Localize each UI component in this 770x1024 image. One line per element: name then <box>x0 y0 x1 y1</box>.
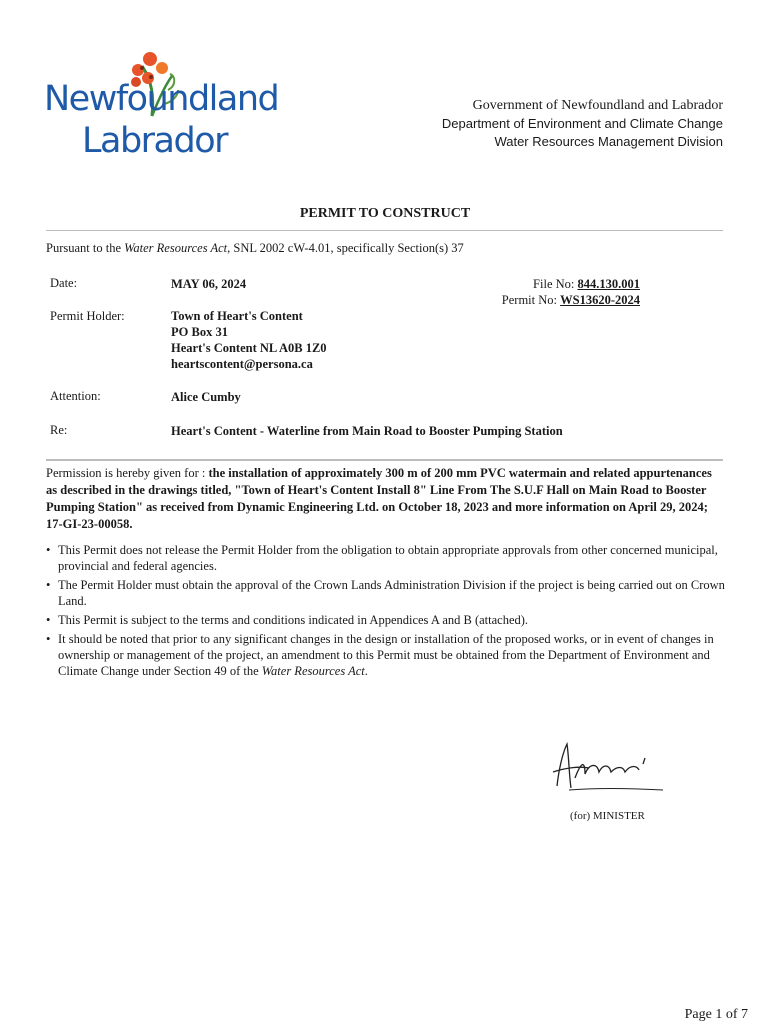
title-divider <box>46 230 723 231</box>
file-number: File No: 844.130.001 <box>533 277 640 291</box>
permit-holder-label: Permit Holder: <box>50 309 125 323</box>
date-label: Date: <box>50 276 78 290</box>
permit-number: Permit No: WS13620-2024 <box>501 293 640 307</box>
page-number: Page 1 of 7 <box>684 1007 748 1022</box>
document-title: PERMIT TO CONSTRUCT <box>299 206 471 221</box>
government-name: Government of Newfoundland and Labrador <box>472 98 723 113</box>
re-value: Heart's Content - Waterline from Main Road to Booster Pumping Station <box>171 424 563 438</box>
logo-wordmark-labrador: Labrador <box>82 121 228 161</box>
permit-holder-address: Town of Heart's Content PO Box 31 Heart's Content NL A0B 1Z0 heartscontent@persona.ca <box>171 309 327 371</box>
signature-caption: (for) MINISTER <box>570 810 645 822</box>
attention-label: Attention: <box>50 389 101 403</box>
re-label: Re: <box>50 423 68 437</box>
logo-wordmark-newfoundland: Newfoundland <box>44 79 279 119</box>
attention-value: Alice Cumby <box>171 390 241 404</box>
list-item: • This Permit does not release the Permit Holder from the obligation to obtain appropriate approvals from other concerned municipal, provincial and federal agencies. <box>46 543 718 573</box>
permission-statement: Permission is hereby given for : the installation of approximately 300 m of 200 mm PVC watermain and related appurtenances as described in the drawings titled, "Town of Heart's Content Install 8" Line From The S.U.F Hall on Main Road to Booster Pumping Station" as received from Dynamic Engineering Ltd. on October 18, 2023 and more information on April 29, 2024; 17-GI-23-00058. <box>46 466 712 531</box>
list-item: • It should be noted that prior to any significant changes in the design or installation of the proposed works, or in event of changes in ownership or management of the project, an amendment to this Permit must be obtained from the Department of Environment and Climate Change under Section 49 of the Water Resources Act. <box>46 632 714 678</box>
minister-signature-icon <box>545 738 675 800</box>
list-item: • The Permit Holder must obtain the approval of the Crown Lands Administration Division if the project is being carried out on Crown Land. <box>46 578 725 608</box>
pursuant-statement: Pursuant to the Water Resources Act, SNL 2002 cW-4.01, specifically Section(s) 37 <box>46 241 464 255</box>
department-name: Department of Environment and Climate Change <box>441 116 723 131</box>
date-value: MAY 06, 2024 <box>171 277 247 291</box>
section-divider <box>46 459 723 461</box>
division-name: Water Resources Management Division <box>494 134 723 149</box>
permit-conditions-list <box>46 542 736 682</box>
list-item: • This Permit is subject to the terms and conditions indicated in Appendices A and B (attached). <box>46 613 529 627</box>
